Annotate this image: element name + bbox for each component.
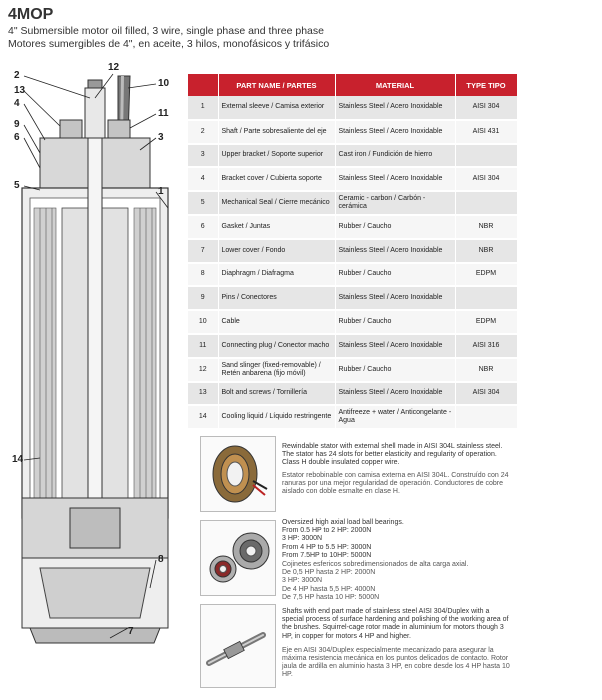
cell-type: NBR — [455, 215, 517, 239]
callout-14: 14 — [12, 454, 24, 465]
callout-1: 1 — [158, 186, 164, 197]
callout-6: 6 — [14, 132, 20, 143]
table-row — [188, 215, 517, 239]
cell-type: AISI 304 — [455, 382, 517, 406]
table-row — [188, 286, 517, 310]
table-row — [188, 120, 517, 144]
callout-4: 4 — [14, 98, 20, 109]
cell-type — [455, 191, 517, 215]
table-row — [188, 358, 517, 382]
table-row — [188, 405, 517, 429]
motor-drawing-svg — [0, 58, 185, 700]
callout-10: 10 — [158, 78, 170, 89]
cell-part-name: Shaft / Parte sobresaliente del eje — [218, 120, 335, 144]
table-header-row — [188, 74, 517, 96]
table-row — [188, 334, 517, 358]
feature-shaft-text — [282, 608, 512, 680]
cell-material: Stainless Steel / Acero Inoxidable — [335, 239, 455, 263]
cell-part-name: Bolt and screws / Tornillería — [218, 382, 335, 406]
callout-9: 9 — [14, 119, 20, 130]
table-row — [188, 191, 517, 215]
stator-image — [200, 436, 276, 512]
subtitle-english: 4" Submersible motor oil filled, 3 wire, single phase and three phase — [8, 25, 324, 37]
table-row — [188, 310, 517, 334]
cell-material: Rubber / Caucho — [335, 263, 455, 287]
cell-material: Stainless Steel / Acero Inoxidable — [335, 286, 455, 310]
header-type: TYPE TIPO — [455, 74, 517, 96]
feature-bearings-text — [282, 519, 512, 602]
cell-type — [455, 286, 517, 310]
cell-number: 2 — [188, 120, 218, 144]
feature-stator-en: Rewindable stator with external shell made in AISI 304L stainless steel. The stator has 24 slots for better elasticity and regularity of operation. Class H double insulated copper wire. — [282, 443, 503, 467]
feature-shaft-en: Shafts with end part made of stainless steel AISI 304/Duplex with a special process of surface hardening and polishing of the working area of the brushes. Squirrel-cage rotor made in aluminium for motors though 3 HP, in copper for motors 4 HP and higher. — [282, 608, 509, 640]
cell-number: 11 — [188, 334, 218, 358]
table-row — [188, 96, 517, 120]
cell-part-name: Pins / Conectores — [218, 286, 335, 310]
cell-material: Rubber / Caucho — [335, 358, 455, 382]
cell-number: 7 — [188, 239, 218, 263]
callout-13: 13 — [14, 85, 26, 96]
cell-type: AISI 304 — [455, 96, 517, 120]
subtitle-spanish: Motores sumergibles de 4", en aceite, 3 hilos, monofásicos y trifásico — [8, 38, 330, 50]
page-title: 4MOP — [8, 6, 54, 23]
cell-type: AISI 316 — [455, 334, 517, 358]
feature-stator-es: Estator rebobinable con camisa externa en AISI 304L. Construído con 24 ranuras por una mejor regularidad de operación. Conductores de cobre aislado con doble esmalte en clase H. — [282, 471, 509, 496]
cell-number: 6 — [188, 215, 218, 239]
cell-material: Stainless Steel / Acero Inoxidable — [335, 334, 455, 358]
cell-type: EDPM — [455, 310, 517, 334]
cell-number: 13 — [188, 382, 218, 406]
cell-number: 8 — [188, 263, 218, 287]
cell-material: Stainless Steel / Acero Inoxidable — [335, 382, 455, 406]
table-row — [188, 239, 517, 263]
cell-number: 12 — [188, 358, 218, 382]
motor-cutaway-drawing — [0, 58, 185, 700]
cell-type: NBR — [455, 239, 517, 263]
cell-number: 10 — [188, 310, 218, 334]
table-row — [188, 144, 517, 168]
callout-12: 12 — [108, 62, 120, 73]
parts-table — [188, 74, 518, 430]
cell-part-name: Bracket cover / Cubierta soporte — [218, 167, 335, 191]
header-material: MATERIAL — [335, 74, 455, 96]
cell-material: Ceramic - carbon / Carbón - cerámica — [335, 191, 455, 215]
table-row — [188, 263, 517, 287]
cell-type: AISI 304 — [455, 167, 517, 191]
cell-number: 4 — [188, 167, 218, 191]
header-part-name: PART NAME / PARTES — [218, 74, 335, 96]
header-num — [188, 74, 218, 96]
cell-material: Stainless Steel / Acero Inoxidable — [335, 120, 455, 144]
shaft-image — [200, 604, 276, 688]
cell-part-name: Connecting plug / Conector macho — [218, 334, 335, 358]
cell-part-name: Cooling liquid / Líquido restringente — [218, 405, 335, 429]
table-row — [188, 167, 517, 191]
feature-shaft-es: Eje en AISI 304/Duplex especialmente mecanizado para asegurar la máxima resistencia mecánica en los puntos delicados de contacto. Rotor jaula de ardilla en aluminio hasta 3 HP, en cobre desde los 4 HP hasta 10 HP. — [282, 646, 510, 679]
cell-part-name: Cable — [218, 310, 335, 334]
parts-table-body — [188, 96, 517, 429]
cell-type: EDPM — [455, 263, 517, 287]
cell-material: Stainless Steel / Acero Inoxidable — [335, 167, 455, 191]
callout-3: 3 — [158, 132, 164, 143]
cell-part-name: Gasket / Juntas — [218, 215, 335, 239]
feature-bearings-es: Cojinetes esfericos sobredimensionados de alta carga axial. De 0,5 HP hasta 2 HP: 2000N 3 HP: 3000N De 4 HP hasta 5,5 HP: 4000N De 7,5 HP hasta 10 HP: 5000N — [282, 561, 469, 601]
cell-material: Antifreeze + water / Anticongelante - Agua — [335, 405, 455, 429]
cell-number: 5 — [188, 191, 218, 215]
feature-bearings-en: Oversized high axial load ball bearings. From 0.5 HP to 2 HP: 2000N 3 HP: 3000N From 4 HP to 5.5 HP: 3000N From 7.5HP to 10HP: 5000N — [282, 519, 404, 559]
cell-part-name: External sleeve / Camisa exterior — [218, 96, 335, 120]
cell-part-name: Upper bracket / Soporte superior — [218, 144, 335, 168]
cell-material: Rubber / Caucho — [335, 215, 455, 239]
cell-part-name: Sand slinger (fixed-removable) / Retén anbarena (fijo móvil) — [218, 358, 335, 382]
cell-part-name: Diaphragm / Diafragma — [218, 263, 335, 287]
cell-number: 1 — [188, 96, 218, 120]
bearings-image — [200, 520, 276, 596]
callout-7: 7 — [128, 626, 134, 637]
table-row — [188, 382, 517, 406]
callout-11: 11 — [158, 108, 169, 119]
callout-8: 8 — [158, 554, 164, 565]
cell-type: AISI 431 — [455, 120, 517, 144]
cell-number: 14 — [188, 405, 218, 429]
callout-2: 2 — [14, 70, 20, 81]
cell-part-name: Lower cover / Fondo — [218, 239, 335, 263]
cell-type: NBR — [455, 358, 517, 382]
cell-part-name: Mechanical Seal / Cierre mecánico — [218, 191, 335, 215]
cell-number: 9 — [188, 286, 218, 310]
callout-5: 5 — [14, 180, 20, 191]
cell-type — [455, 405, 517, 429]
feature-stator-text — [282, 443, 512, 496]
cell-material: Rubber / Caucho — [335, 310, 455, 334]
cell-material: Stainless Steel / Acero Inoxidable — [335, 96, 455, 120]
cell-number: 3 — [188, 144, 218, 168]
cell-material: Cast iron / Fundición de hierro — [335, 144, 455, 168]
cell-type — [455, 144, 517, 168]
